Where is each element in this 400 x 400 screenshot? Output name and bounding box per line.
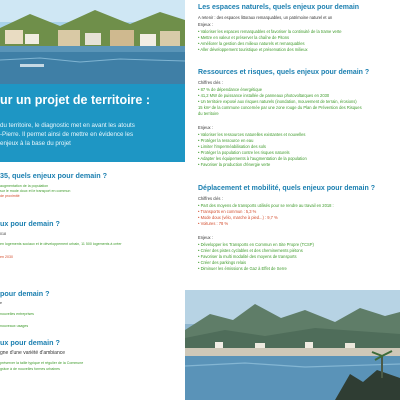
section-line: Enjeux : (198, 235, 213, 240)
section-line: gne d'une variété d'ambiance (0, 350, 66, 356)
section-line: • Voitures : 78 % (198, 221, 229, 226)
coastline-mountains-photo (185, 290, 400, 400)
band-line: enjeux à la base du projet (0, 140, 71, 147)
right-panel (185, 0, 400, 400)
section-line: • Mettre en valeur et préserver la chaîne de Pitons (198, 35, 290, 40)
section-line: sur le mode doux et le transport en commun (0, 189, 71, 193)
section-line: nouvelles entreprises (0, 312, 34, 316)
section-line: • Valoriser les ressources naturelles existantes et nouvelles (198, 132, 306, 137)
section-line: • Transports en commun : 5,3 % (198, 209, 257, 214)
section-line: • Limiter l'imperméabilisation des sols (198, 144, 266, 149)
section-line: • Diminuer les émissions de Gaz à Effet de Serre (198, 266, 287, 271)
territory-project-band (0, 84, 185, 162)
section-line: Enjeux : (198, 22, 213, 27)
section-line: • Un territoire exposé aux risques naturels (inondation, mouvement de terrain, érosions) (198, 99, 357, 104)
section-line: en logements sociaux et le développement urbain, 11 500 logements à créer (0, 242, 122, 246)
section-heading: ux pour demain ? (0, 219, 60, 228)
section-line: A retenir : des espaces littoraux remarquables, un patrimoine naturel et un (198, 15, 333, 20)
section-heading: Déplacement et mobilité, quels enjeux pour demain ? (198, 185, 375, 192)
section-line: • Favoriser la multi modalité des moyens de transports (198, 254, 297, 259)
section-line: e (0, 301, 2, 305)
coastal-town-photo (0, 0, 185, 84)
section-heading: pour demain ? (0, 289, 50, 298)
section-line: augmentation de la population (0, 184, 49, 188)
section-line: • Favoriser la production d'énergie verte (198, 162, 271, 167)
section-line: • Aller développement touristique et préservation des milieux (198, 47, 308, 52)
section-line: 15 km² de la commune concernée par une zone rouge du Plan de Prévention des Risques (198, 105, 362, 110)
section-line: • 87 % de dépendance énergétique (198, 87, 263, 92)
section-heading: Ressources et risques, quels enjeux pour demain ? (198, 69, 370, 76)
section-line: • 41,2 MW de puissance installée de panneaux photovoltaïques en 2030 (198, 93, 330, 98)
section-line: • Créer des pistes cyclables et des cheminements piétons (198, 248, 303, 253)
section-line: nouveaux usages (0, 324, 29, 328)
section-line: du territoire (198, 111, 219, 116)
band-line: du territoire, le diagnostic met en avant les atouts (0, 122, 135, 129)
section-line: Enjeux : (198, 125, 213, 130)
section-line: • Mode doux (vélo, marche à pied...) : 9,7 % (198, 215, 278, 220)
section-line: • Adapter les équipements à l'augmentation de la population (198, 156, 307, 161)
section-heading: Les espaces naturels, quels enjeux pour demain (198, 4, 360, 11)
section-line: • Part des moyens de transports utilisés pour se rendre au travail en 2018 : (198, 203, 334, 208)
section-heading: 35, quels enjeux pour demain ? (0, 171, 108, 180)
left-panel (0, 0, 185, 400)
section-line: de proximité (0, 194, 20, 198)
section-line: Chiffres clés : (198, 196, 223, 201)
section-line: • Créer des parkings relais (198, 260, 247, 265)
section-line: • Améliorer la gestion des milieux naturels et remarquables (198, 41, 305, 46)
section-line: grâce à de nouvelles formes urbaines (0, 367, 60, 371)
section-line: • Protéger la population contre les risques naturels (198, 150, 290, 155)
section-line: • Développer les Transports en Commun en Site Propre (TCSP) (198, 242, 314, 247)
section-line: préserver la taille typique et régulier de la Commune (0, 361, 84, 365)
section-line: en 2030 (0, 255, 13, 259)
band-title: ur un projet de territoire : (0, 93, 151, 107)
section-heading: ux pour demain ? (0, 338, 60, 347)
left-body (0, 162, 185, 400)
section-line: • Valoriser les espaces remarquables et favoriser la continuité de la trame verte (198, 29, 342, 34)
section-line: Chiffres clés : (198, 80, 223, 85)
section-line: 018 (0, 232, 6, 236)
band-line: -Pierre. Il permet ainsi de mettre en évidence les (0, 131, 134, 138)
section-line: • Protéger la ressource en eau (198, 138, 254, 143)
